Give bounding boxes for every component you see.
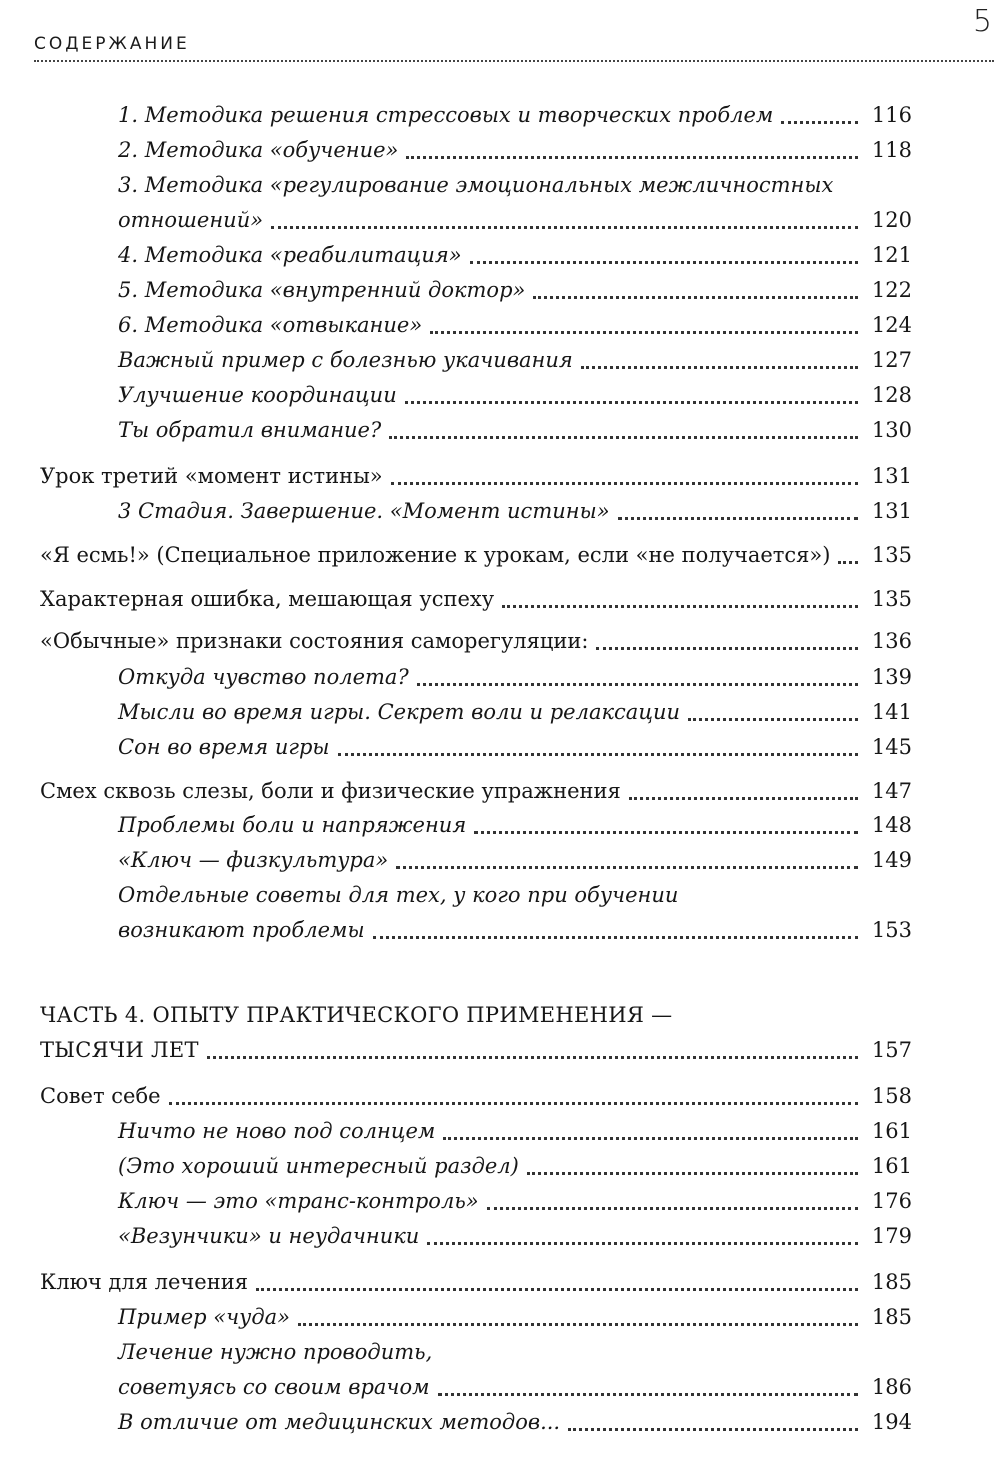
toc-entry xyxy=(0,1298,912,1334)
toc-entry xyxy=(0,1031,912,1067)
toc-entry-title: Пример «чуда» xyxy=(118,1305,291,1329)
toc-entry xyxy=(0,622,912,658)
toc-entry-page: 157 xyxy=(871,1038,912,1062)
toc-entry-title: 3 Стадия. Завершение. «Момент истины» xyxy=(118,499,610,523)
toc-entry-title: (Это хороший интересный раздел) xyxy=(118,1154,519,1178)
toc-entry-page: 176 xyxy=(871,1189,912,1213)
dot-leader xyxy=(688,718,858,721)
toc-entry-page: 116 xyxy=(871,103,912,127)
toc-entry-title: Ты обратил внимание? xyxy=(118,418,382,442)
dot-leader xyxy=(396,866,858,869)
toc-entry xyxy=(0,911,912,947)
toc-entry-title: 6. Методика «отвыкание» xyxy=(118,313,423,337)
toc-entry-page: 121 xyxy=(871,243,912,267)
toc-entry xyxy=(0,341,912,377)
dot-leader xyxy=(271,226,858,229)
toc-entry-title: Совет себе xyxy=(40,1084,161,1108)
toc-entry-page: 141 xyxy=(871,700,912,724)
dot-leader xyxy=(389,436,858,439)
toc-entry xyxy=(0,1182,912,1218)
toc-entry-page: 185 xyxy=(871,1270,912,1294)
toc-entry-page: 122 xyxy=(871,278,912,302)
toc-entry xyxy=(0,1217,912,1253)
dot-leader xyxy=(781,121,858,124)
toc-entry xyxy=(0,376,912,412)
dot-leader xyxy=(430,331,858,334)
toc-entry xyxy=(0,166,912,202)
toc-entry-title: Отдельные советы для тех, у кого при обучении xyxy=(118,883,679,907)
dot-leader xyxy=(629,797,858,800)
toc-entry xyxy=(0,1403,912,1439)
toc-entry xyxy=(0,1077,912,1113)
page-number: 5 xyxy=(972,4,992,39)
toc-entry-page: 135 xyxy=(871,543,912,567)
toc-entry-title: советуясь со своим врачом xyxy=(118,1375,430,1399)
toc-entry xyxy=(0,693,912,729)
toc-entry xyxy=(0,492,912,528)
toc-entry-page: 130 xyxy=(871,418,912,442)
dot-leader xyxy=(618,517,858,520)
toc-entry-page: 161 xyxy=(871,1154,912,1178)
toc-entry-title: отношений» xyxy=(118,208,264,232)
toc-entry xyxy=(0,96,912,132)
dot-leader xyxy=(438,1393,858,1396)
header-dotted-rule xyxy=(34,60,994,62)
dot-leader xyxy=(427,1242,858,1245)
toc-entry-page: 135 xyxy=(871,587,912,611)
toc-entry-title: Улучшение координации xyxy=(118,383,397,407)
toc-entry xyxy=(0,411,912,447)
toc-entry-page: 124 xyxy=(871,313,912,337)
toc-entry-title: Важный пример с болезнью укачивания xyxy=(118,348,573,372)
toc-entry-page: 120 xyxy=(871,208,912,232)
dot-leader xyxy=(406,156,858,159)
dot-leader xyxy=(298,1323,858,1326)
toc-entry xyxy=(0,131,912,167)
dot-leader xyxy=(502,605,858,608)
toc-entry-page: 194 xyxy=(871,1410,912,1434)
dot-leader xyxy=(487,1207,858,1210)
toc-entry xyxy=(0,841,912,877)
toc-entry xyxy=(0,457,912,493)
toc-entry-title: ТЫСЯЧИ ЛЕТ xyxy=(40,1038,199,1062)
toc-entry xyxy=(0,772,912,808)
toc-entry-title: ЧАСТЬ 4. ОПЫТУ ПРАКТИЧЕСКОГО ПРИМЕНЕНИЯ — xyxy=(40,1003,673,1027)
dot-leader xyxy=(527,1172,858,1175)
toc-entry xyxy=(0,236,912,272)
toc-entry xyxy=(0,1147,912,1183)
toc-entry xyxy=(0,306,912,342)
toc-entry-title: 5. Методика «внутренний доктор» xyxy=(118,278,526,302)
toc-entry xyxy=(0,728,912,764)
toc-entry xyxy=(0,658,912,694)
toc-entry xyxy=(0,996,912,1032)
toc-entry-page: 185 xyxy=(871,1305,912,1329)
toc-entry xyxy=(0,580,912,616)
dot-leader xyxy=(405,401,858,404)
toc-entry xyxy=(0,1112,912,1148)
toc-entry-title: Откуда чувство полета? xyxy=(118,665,409,689)
toc-entry xyxy=(0,806,912,842)
toc-entry-title: Лечение нужно проводить, xyxy=(118,1340,433,1364)
dot-leader xyxy=(169,1102,858,1105)
toc-entry-page: 139 xyxy=(871,665,912,689)
toc-entry-title: Характерная ошибка, мешающая успеху xyxy=(40,587,495,611)
toc-entry-page: 131 xyxy=(871,464,912,488)
toc-entry-title: возникают проблемы xyxy=(118,918,365,942)
toc-entry-page: 136 xyxy=(871,629,912,653)
dot-leader xyxy=(533,296,858,299)
toc-entry-page: 153 xyxy=(871,918,912,942)
toc-entry-page: 145 xyxy=(871,735,912,759)
toc-entry-title: Урок третий «момент истины» xyxy=(40,464,383,488)
toc-entry-title: «Обычные» признаки состояния саморегуляции: xyxy=(40,629,589,653)
toc-entry-page: 158 xyxy=(871,1084,912,1108)
dot-leader xyxy=(373,936,858,939)
dot-leader xyxy=(256,1288,858,1291)
dot-leader xyxy=(581,366,858,369)
toc-entry-title: Мысли во время игры. Секрет воли и релаксации xyxy=(118,700,681,724)
dot-leader xyxy=(470,261,858,264)
running-head: СОДЕРЖАНИЕ xyxy=(34,34,190,54)
toc-entry-title: Смех сквозь слезы, боли и физические упражнения xyxy=(40,779,621,803)
dot-leader xyxy=(207,1056,858,1059)
toc-entry xyxy=(0,536,912,572)
dot-leader xyxy=(838,561,858,564)
toc-entry-page: 179 xyxy=(871,1224,912,1248)
toc-entry-title: Сон во время игры xyxy=(118,735,330,759)
toc-entry-title: 3. Методика «регулирование эмоциональных межличностных xyxy=(118,173,834,197)
toc-entry-page: 128 xyxy=(871,383,912,407)
toc-entry-title: 4. Методика «реабилитация» xyxy=(118,243,462,267)
toc-entry xyxy=(0,1333,912,1369)
toc-entry-page: 149 xyxy=(871,848,912,872)
toc-entry-title: «Я есмь!» (Специальное приложение к урокам, если «не получается») xyxy=(40,543,831,567)
toc-entry-title: «Ключ — физкультура» xyxy=(118,848,389,872)
dot-leader xyxy=(596,647,858,650)
toc-entry-page: 131 xyxy=(871,499,912,523)
toc-entry xyxy=(0,201,912,237)
dot-leader xyxy=(417,683,858,686)
toc-entry-title: Ключ для лечения xyxy=(40,1270,248,1294)
dot-leader xyxy=(474,831,858,834)
dot-leader xyxy=(391,482,858,485)
toc-entry-page: 118 xyxy=(871,138,912,162)
toc-entry xyxy=(0,271,912,307)
toc-entry-title: 1. Методика решения стрессовых и творческих проблем xyxy=(118,103,774,127)
toc-entry-page: 161 xyxy=(871,1119,912,1143)
toc-entry-title: Ничто не ново под солнцем xyxy=(118,1119,436,1143)
toc-entry-title: Ключ — это «транс-контроль» xyxy=(118,1189,479,1213)
toc-entry-page: 127 xyxy=(871,348,912,372)
toc-entry xyxy=(0,1368,912,1404)
toc-entry-page: 148 xyxy=(871,813,912,837)
dot-leader xyxy=(443,1137,858,1140)
toc-entry-title: 2. Методика «обучение» xyxy=(118,138,399,162)
toc-entry xyxy=(0,1263,912,1299)
dot-leader xyxy=(338,753,858,756)
toc-entry-page: 186 xyxy=(871,1375,912,1399)
dot-leader xyxy=(568,1428,858,1431)
toc-entry-title: Проблемы боли и напряжения xyxy=(118,813,467,837)
toc-entry xyxy=(0,876,912,912)
toc-entry-page: 147 xyxy=(871,779,912,803)
toc-entry-title: В отличие от медицинских методов... xyxy=(118,1410,561,1434)
toc-entry-title: «Везунчики» и неудачники xyxy=(118,1224,420,1248)
